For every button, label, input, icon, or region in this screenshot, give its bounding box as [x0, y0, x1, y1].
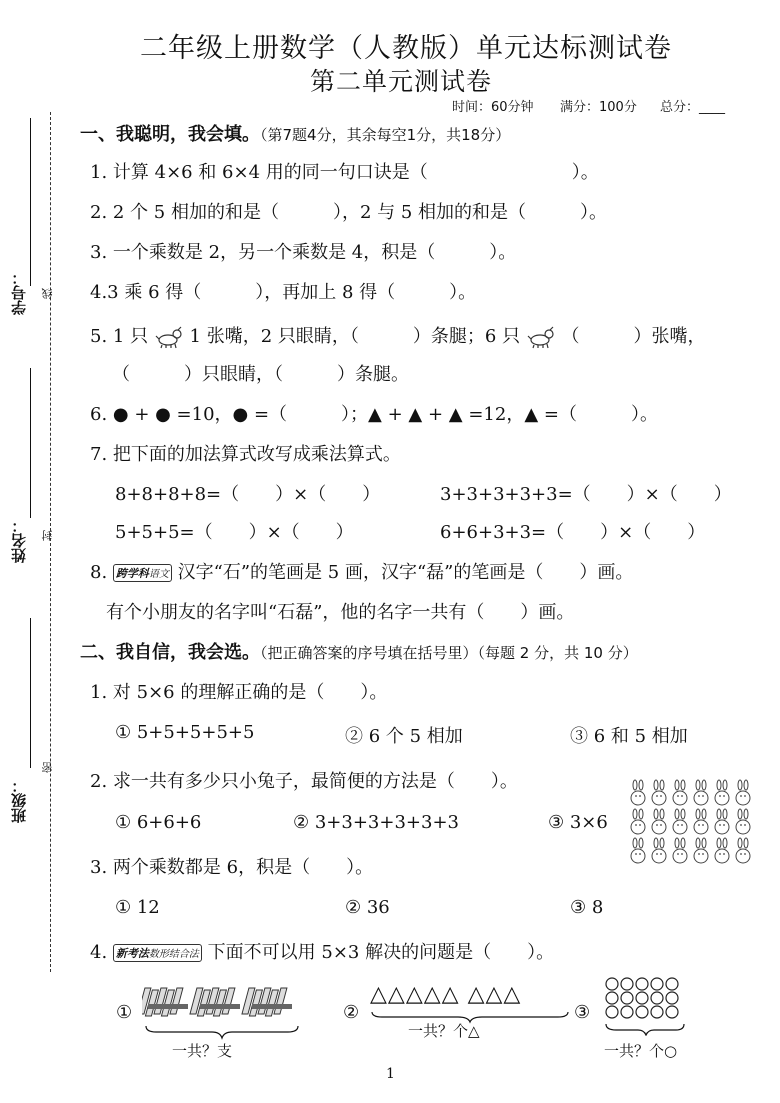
rabbit-icon	[694, 809, 708, 834]
dog-icon	[154, 325, 184, 349]
s2-q1-option-3[interactable]: ③ 6 和 5 相加	[570, 726, 688, 747]
s1-question-8	[90, 558, 633, 584]
rabbit-icon	[673, 838, 687, 863]
circle-mark	[606, 992, 618, 1004]
feng-mark: 封	[41, 530, 54, 541]
circle-mark	[621, 978, 633, 990]
xian-mark: 线	[41, 288, 54, 299]
circle-mark	[651, 1006, 663, 1018]
section1-title: 一、我聪明，我会填。	[80, 124, 260, 145]
rabbit-icon	[652, 838, 666, 863]
option-1-brace	[146, 1026, 298, 1038]
rabbit-icon	[736, 809, 750, 834]
q5-part2: 1 张嘴，2 只眼睛，（ ）条腿；6 只	[189, 326, 521, 347]
pencil-bundle-icon	[190, 988, 240, 1016]
rabbit-icon	[715, 838, 729, 863]
option-3-caption: 一共？个○	[604, 1042, 678, 1060]
circle-mark	[621, 992, 633, 1004]
name-line	[30, 368, 31, 518]
rabbit-icon	[631, 809, 645, 834]
circle-mark	[666, 978, 678, 990]
s1-question-5-line1	[90, 322, 706, 349]
rabbit-icon	[715, 809, 729, 834]
s2-q2-option-1[interactable]: ① 6+6+6	[115, 812, 202, 833]
section2-heading	[80, 638, 638, 664]
rabbit-icon	[673, 780, 687, 805]
circle-mark	[636, 978, 648, 990]
rabbit-grid-illustration	[626, 778, 756, 866]
q7-item-a: 8+8+8+8=（ ）×（ ）	[115, 484, 381, 505]
mi-mark: 密	[41, 762, 54, 773]
circle-mark	[666, 1006, 678, 1018]
circle-mark	[651, 978, 663, 990]
s2-q3-option-3[interactable]: ③ 8	[570, 897, 604, 918]
q4-text: 下面不可以用 5×3 解决的问题是（ ）。	[207, 942, 555, 963]
pencil-bundle-icon	[242, 988, 292, 1016]
page-title: 二年级上册数学（人教版）单元达标测试卷	[140, 33, 672, 64]
new-method-badge: 新考法数形结合法	[113, 944, 202, 962]
s2-q4-option-3[interactable]: ③	[574, 1002, 591, 1023]
s1-question-8-line2: 有个小朋友的名字叫“石磊”，他的名字一共有（ ）画。	[106, 602, 575, 623]
s2-question-2: 2. 求一共有多少只小兔子，最简便的方法是（ ）。	[90, 771, 518, 792]
rabbit-icon	[631, 780, 645, 805]
rabbit-icon	[652, 809, 666, 834]
rabbit-icon	[736, 780, 750, 805]
rabbit-icon	[715, 780, 729, 805]
s1-question-6: 6. ● + ● =10，● =（ ）；▲ + ▲ + ▲ =12，▲ =（ ）。	[90, 404, 658, 425]
rabbit-icon	[631, 838, 645, 863]
rabbit-icon	[736, 838, 750, 863]
full-score-info: 满分：100分	[560, 100, 637, 115]
q8-text: 汉字“石”的笔画是 5 画，汉字“磊”的笔画是（ ）画。	[177, 562, 634, 583]
circle-mark	[621, 1006, 633, 1018]
total-score-field[interactable]: 总分：____	[660, 100, 726, 115]
section2-title: 二、我自信，我会选。	[80, 642, 260, 663]
s2-question-3: 3. 两个乘数都是 6，积是（ ）。	[90, 857, 374, 878]
q4-number: 4.	[90, 942, 108, 963]
s2-q4-option-1[interactable]: ①	[116, 1002, 133, 1023]
s2-q3-option-2[interactable]: ② 36	[345, 897, 390, 918]
rabbit-icon	[694, 780, 708, 805]
pencil-bundle-icon	[142, 988, 188, 1016]
page-number: 1	[386, 1066, 395, 1082]
q8-number: 8.	[90, 562, 108, 583]
q5-part3: （ ）张嘴，	[561, 326, 706, 347]
s2-q1-option-1[interactable]: ① 5+5+5+5+5	[115, 722, 255, 743]
circle-mark	[636, 992, 648, 1004]
option-3-brace	[606, 1024, 684, 1035]
dog-icon	[526, 325, 556, 349]
circle-mark	[636, 1006, 648, 1018]
q7-item-b: 3+3+3+3+3=（ ）×（ ）	[440, 484, 732, 505]
circle-mark	[666, 992, 678, 1004]
section1-heading	[80, 120, 510, 146]
s1-question-7: 7. 把下面的加法算式改写成乘法算式。	[90, 444, 401, 465]
time-info: 时间：60分钟	[452, 100, 534, 115]
class-line	[30, 618, 31, 768]
class-label: 班级：	[10, 778, 28, 823]
rabbit-icon	[673, 809, 687, 834]
circle-grid-illustration	[604, 976, 694, 1036]
section1-note: （第7题4分，其余每空1分，共18分）	[260, 126, 511, 144]
s1-question-2: 2. 2 个 5 相加的和是（ ），2 与 5 相加的和是（ ）。	[90, 202, 608, 223]
option-2-caption: 一共？个△	[408, 1022, 480, 1040]
s2-q1-option-2[interactable]: ② 6 个 5 相加	[345, 726, 463, 747]
s1-question-4: 4.3 乘 6 得（ ），再加上 8 得（ ）。	[90, 282, 477, 303]
s2-q4-option-2[interactable]: ②	[343, 1002, 360, 1023]
name-label: 姓名：	[10, 518, 28, 563]
s2-question-1: 1. 对 5×6 的理解正确的是（ ）。	[90, 682, 388, 703]
page-subtitle: 第二单元测试卷	[310, 67, 493, 96]
student-no-line	[30, 118, 31, 286]
student-no-label: 学号：	[10, 270, 28, 315]
rabbit-icon	[652, 780, 666, 805]
pencil-bundles-illustration	[142, 980, 302, 1040]
s1-question-5-line2: （ ）只眼睛，（ ）条腿。	[112, 364, 409, 385]
binding-dashed-line	[50, 112, 51, 972]
circle-mark	[606, 1006, 618, 1018]
s2-q3-option-1[interactable]: ① 12	[115, 897, 160, 918]
s2-q2-option-3[interactable]: ③ 3×6	[548, 812, 608, 833]
q5-part1: 5. 1 只	[90, 326, 149, 347]
s2-question-4	[90, 938, 554, 964]
cross-subject-badge: 跨学科语文	[113, 564, 172, 582]
s1-question-3: 3. 一个乘数是 2，另一个乘数是 4，积是（ ）。	[90, 242, 517, 263]
q7-item-c: 5+5+5=（ ）×（ ）	[115, 522, 354, 543]
circle-mark	[606, 978, 618, 990]
option-1-caption: 一共？支	[172, 1042, 233, 1060]
q7-item-d: 6+6+3+3=（ ）×（ ）	[440, 522, 706, 543]
rabbit-icon	[694, 838, 708, 863]
triangle-row: △△△△△ △△△	[370, 982, 522, 1007]
section2-note: （把正确答案的序号填在括号里）（每题 2 分，共 10 分）	[260, 644, 638, 662]
s1-question-1: 1. 计算 4×6 和 6×4 用的同一句口诀是（ ）。	[90, 162, 599, 183]
s2-q2-option-2[interactable]: ② 3+3+3+3+3+3	[293, 812, 459, 833]
circle-mark	[651, 992, 663, 1004]
